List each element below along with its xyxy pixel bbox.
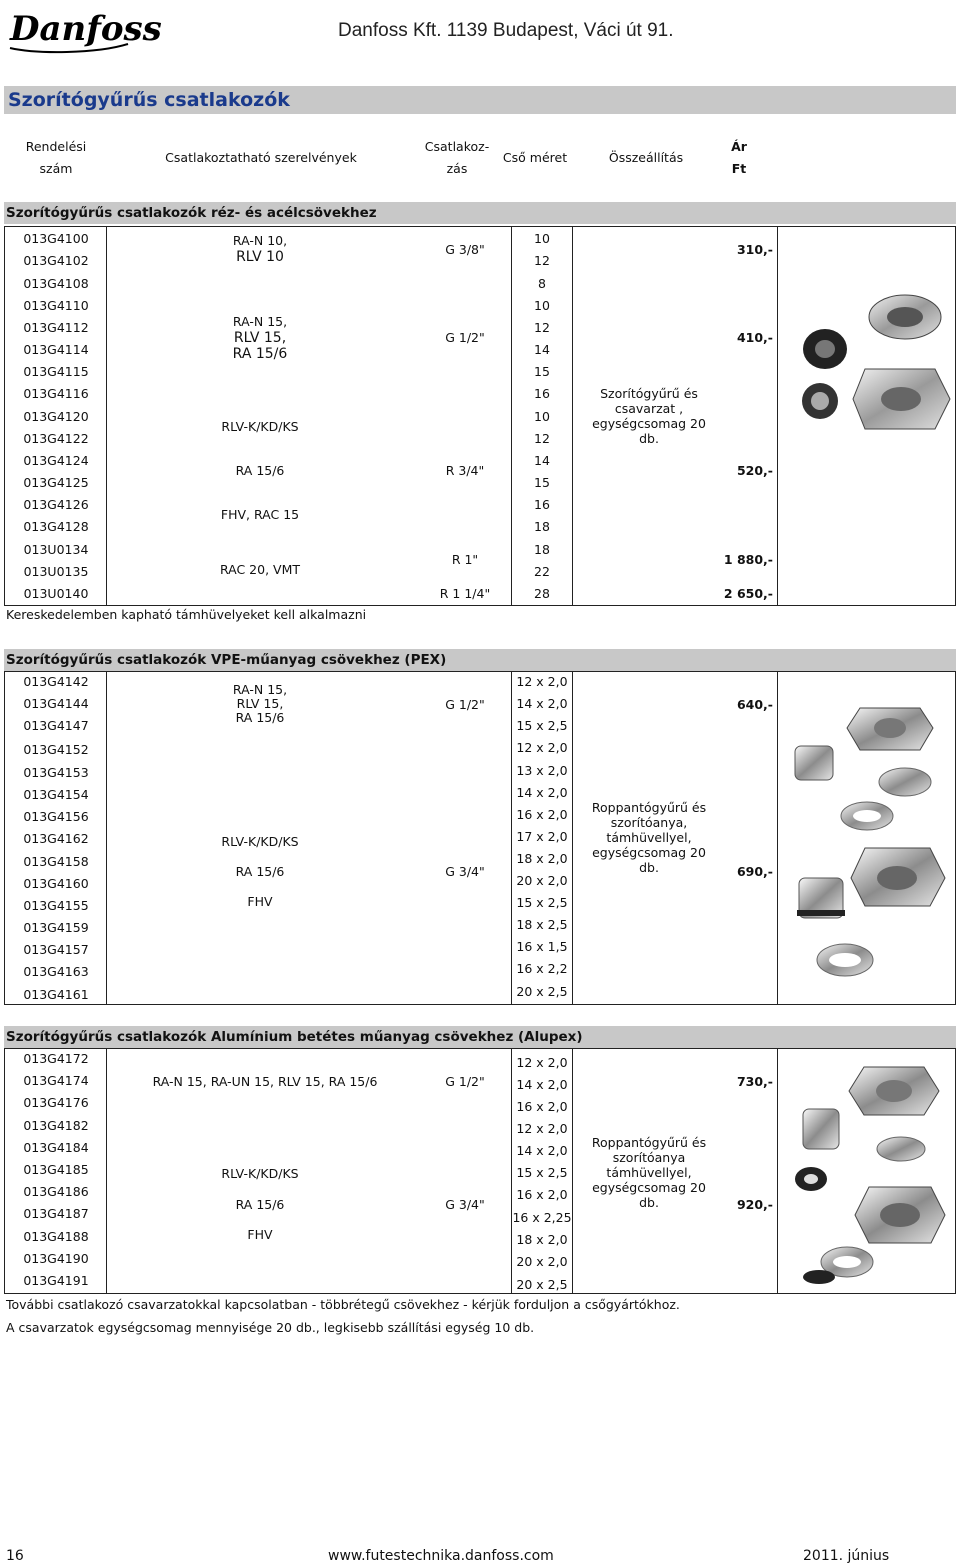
fitting-ran10: RA-N 10, <box>232 233 288 248</box>
order-code: 013G4185 <box>23 1162 89 1177</box>
fitting-ra156: RA 15/6 <box>235 1197 285 1212</box>
section-title-bar <box>4 202 956 224</box>
page-number: 16 <box>6 1548 24 1564</box>
pipe-size: 12 x 2,0 <box>516 1121 568 1136</box>
order-code: 013G4182 <box>23 1118 89 1133</box>
alupex-fitting-image <box>789 1057 955 1289</box>
pipe-size: 14 x 2,0 <box>516 1143 568 1158</box>
order-code: 013G4176 <box>23 1095 89 1110</box>
price: 640,- <box>736 697 773 712</box>
order-code: 013G4161 <box>23 987 89 1002</box>
fitting-ra156: RA 15/6 <box>232 346 288 362</box>
price: 690,- <box>736 864 773 879</box>
order-code: 013G4116 <box>23 386 89 401</box>
pipe-size: 12 x 2,0 <box>516 674 568 689</box>
section-title-bar <box>4 649 956 671</box>
fitting-fhv: FHV <box>247 894 273 909</box>
order-code: 013G4187 <box>23 1206 89 1221</box>
order-code: 013G4155 <box>23 898 89 913</box>
page-title-bar <box>4 86 956 114</box>
section3-note-1: További csatlakozó csavarzatokkal kapcsolatban - többrétegű csövekhez - kérjük forduljon a csőgyártókhoz. <box>6 1297 680 1312</box>
pipe-size: 15 <box>534 475 550 490</box>
col-order-no-1: Rendelési <box>25 139 87 154</box>
price: 310,- <box>736 242 773 257</box>
footer-url[interactable]: www.futestechnika.danfoss.com <box>328 1548 554 1564</box>
order-code: 013G4142 <box>23 674 89 689</box>
order-code: 013G4159 <box>23 920 89 935</box>
conn-g12: G 1/2" <box>445 697 485 712</box>
order-code: 013G4120 <box>23 409 89 424</box>
conn-r1: R 1" <box>451 552 479 567</box>
pipe-size: 16 x 2,25 <box>512 1210 572 1225</box>
pipe-size: 22 <box>534 564 550 579</box>
pipe-size: 16 x 1,5 <box>516 939 568 954</box>
conn-g38: G 3/8" <box>445 242 485 257</box>
fitting-ra156-b: RA 15/6 <box>235 864 285 879</box>
pipe-size: 18 x 2,0 <box>516 851 568 866</box>
order-code: 013G4190 <box>23 1251 89 1266</box>
pipe-size: 18 x 2,0 <box>516 1232 568 1247</box>
col-order-no-2: szám <box>39 161 73 176</box>
order-code: 013G4114 <box>23 342 89 357</box>
fitting-ran15: RA-N 15, <box>232 314 288 329</box>
order-code: 013G4152 <box>23 742 89 757</box>
pipe-size: 14 x 2,0 <box>516 785 568 800</box>
pipe-size: 14 x 2,0 <box>516 1077 568 1092</box>
pipe-size: 12 <box>534 320 550 335</box>
order-code: 013G4115 <box>23 364 89 379</box>
col-pipe-size: Cső méret <box>502 150 568 165</box>
section-title: Szorítógyűrűs csatlakozók Alumínium betétes műanyag csövekhez (Alupex) <box>6 1029 583 1045</box>
conn-g34: G 3/4" <box>445 1197 485 1212</box>
fitting-fhv: FHV, RAC 15 <box>220 507 300 522</box>
assembly-desc: Roppantógyűrű és szorítóanya támhüvellyel, egységcsomag 20 db. <box>591 1135 707 1210</box>
order-code: 013G4112 <box>23 320 89 335</box>
order-code: 013G4162 <box>23 831 89 846</box>
order-code: 013G4184 <box>23 1140 89 1155</box>
price: 2 650,- <box>723 586 773 601</box>
order-code: 013G4122 <box>23 431 89 446</box>
pipe-size: 8 <box>538 276 546 291</box>
conn-g12: G 1/2" <box>445 1074 485 1089</box>
page-header <box>0 0 960 62</box>
footer-date: 2011. június <box>803 1548 890 1564</box>
conn-g12: G 1/2" <box>445 330 485 345</box>
price: 1 880,- <box>723 552 773 567</box>
pex-fitting-image <box>785 698 955 988</box>
pipe-size: 16 <box>534 497 550 512</box>
pipe-size: 20 x 2,5 <box>516 984 568 999</box>
pipe-size: 20 x 2,0 <box>516 1254 568 1269</box>
order-code: 013U0134 <box>23 542 89 557</box>
pipe-size: 16 x 2,0 <box>516 1187 568 1202</box>
order-code: 013G4191 <box>23 1273 89 1288</box>
pipe-size: 18 <box>534 542 550 557</box>
order-code: 013G4110 <box>23 298 89 313</box>
section2-table <box>4 671 956 1005</box>
danfoss-logo <box>6 4 162 54</box>
pipe-size: 18 x 2,5 <box>516 917 568 932</box>
order-code: 013G4172 <box>23 1051 89 1066</box>
section-title: Szorítógyűrűs csatlakozók réz- és acélcsövekhez <box>6 205 377 221</box>
order-code: 013G4100 <box>23 231 89 246</box>
pipe-size: 14 x 2,0 <box>516 696 568 711</box>
fitting-ra156-b: RA 15/6 <box>235 463 285 478</box>
price: 920,- <box>736 1197 773 1212</box>
pipe-size: 10 <box>534 298 550 313</box>
fitting-rlv15: RLV 15, <box>236 696 284 711</box>
pipe-size: 20 x 2,5 <box>516 1277 568 1292</box>
section1-table <box>4 226 956 606</box>
order-code: 013G4125 <box>23 475 89 490</box>
pipe-size: 13 x 2,0 <box>516 763 568 778</box>
pipe-size: 12 x 2,0 <box>516 1055 568 1070</box>
pipe-size: 15 x 2,5 <box>516 718 568 733</box>
order-code: 013G4108 <box>23 276 89 291</box>
fitting-fhv: FHV <box>247 1227 273 1242</box>
fitting-ran15: RA-N 15, <box>232 682 288 697</box>
fitting-rlvk: RLV-K/KD/KS <box>221 419 299 434</box>
conn-r34: R 3/4" <box>445 463 485 478</box>
pipe-size: 16 <box>534 386 550 401</box>
order-code: 013G4144 <box>23 696 89 711</box>
order-code: 013G4157 <box>23 942 89 957</box>
section3-note-2: A csavarzatok egységcsomag mennyisége 20 db., legkisebb szállítási egység 10 db. <box>6 1320 535 1335</box>
pipe-size: 15 x 2,5 <box>516 1165 568 1180</box>
order-code: 013G4186 <box>23 1184 89 1199</box>
fitting-rlv15: RLV 15, <box>233 330 287 346</box>
pipe-size: 16 x 2,0 <box>516 807 568 822</box>
col-price-2: Ft <box>731 161 747 176</box>
order-code: 013G4158 <box>23 854 89 869</box>
col-price-1: Ár <box>731 139 747 154</box>
pipe-size: 10 <box>534 409 550 424</box>
pipe-size: 10 <box>534 231 550 246</box>
fitting-rac20: RAC 20, VMT <box>219 562 301 577</box>
section1-note: Kereskedelemben kapható támhüvelyeket kell alkalmazni <box>6 607 367 622</box>
page-title: Szorítógyűrűs csatlakozók <box>8 89 290 111</box>
pipe-size: 14 <box>534 342 550 357</box>
fitting-ra156: RA 15/6 <box>235 710 285 725</box>
order-code: 013G4153 <box>23 765 89 780</box>
column-header <box>6 136 956 182</box>
order-code: 013G4128 <box>23 519 89 534</box>
compression-fitting-image <box>795 289 955 449</box>
pipe-size: 15 <box>534 364 550 379</box>
pipe-size: 16 x 2,0 <box>516 1099 568 1114</box>
fitting-rlv10: RLV 10 <box>236 249 284 265</box>
pipe-size: 17 x 2,0 <box>516 829 568 844</box>
order-code: 013G4156 <box>23 809 89 824</box>
pipe-size: 16 x 2,2 <box>516 961 568 976</box>
price: 730,- <box>736 1074 773 1089</box>
order-code: 013G4124 <box>23 453 89 468</box>
price: 410,- <box>736 330 773 345</box>
col-connection-2: zás <box>446 161 468 176</box>
pipe-size: 20 x 2,0 <box>516 873 568 888</box>
order-code: 013G4188 <box>23 1229 89 1244</box>
conn-r114: R 1 1/4" <box>439 586 491 601</box>
price: 520,- <box>736 463 773 478</box>
col-assembly: Összeállítás <box>608 150 684 165</box>
col-fittings: Csatlakoztatható szerelvények <box>165 150 357 165</box>
pipe-size: 14 <box>534 453 550 468</box>
section-title-bar <box>4 1026 956 1048</box>
order-code: 013U0140 <box>23 586 89 601</box>
pipe-size: 12 <box>534 431 550 446</box>
pipe-size: 12 x 2,0 <box>516 740 568 755</box>
pipe-size: 15 x 2,5 <box>516 895 568 910</box>
company-address: Danfoss Kft. 1139 Budapest, Váci út 91. <box>338 20 674 41</box>
order-code: 013G4154 <box>23 787 89 802</box>
svg-text:Danfoss: Danfoss <box>10 9 162 49</box>
pipe-size: 12 <box>534 253 550 268</box>
assembly-desc: Roppantógyűrű és szorítóanya, támhüvellyel, egységcsomag 20 db. <box>591 800 707 875</box>
fitting-ran15-group: RA-N 15, RA-UN 15, RLV 15, RA 15/6 <box>152 1074 378 1089</box>
fitting-rlvk: RLV-K/KD/KS <box>221 834 299 849</box>
section3-table <box>4 1048 956 1294</box>
order-code: 013G4174 <box>23 1073 89 1088</box>
conn-g34: G 3/4" <box>445 864 485 879</box>
col-connection-1: Csatlakoz- <box>424 139 490 154</box>
order-code: 013G4147 <box>23 718 89 733</box>
order-code: 013G4163 <box>23 964 89 979</box>
pipe-size: 18 <box>534 519 550 534</box>
pipe-size: 28 <box>534 586 550 601</box>
section-title: Szorítógyűrűs csatlakozók VPE-műanyag csövekhez (PEX) <box>6 652 447 668</box>
fitting-rlvk: RLV-K/KD/KS <box>221 1166 299 1181</box>
assembly-desc: Szorítógyűrű és csavarzat , egységcsomag 20 db. <box>592 386 706 446</box>
order-code: 013G4126 <box>23 497 89 512</box>
order-code: 013G4160 <box>23 876 89 891</box>
order-code: 013U0135 <box>23 564 89 579</box>
order-code: 013G4102 <box>23 253 89 268</box>
